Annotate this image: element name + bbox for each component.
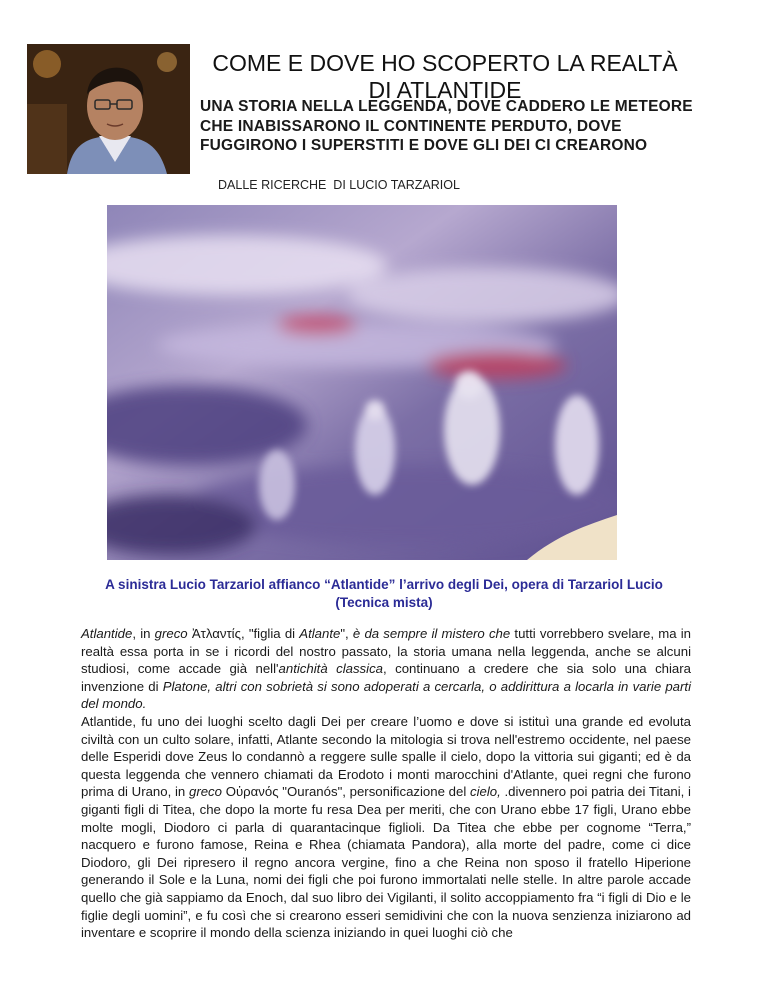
paragraph-2 — [81, 713, 691, 942]
text-span: Ἀτλαντίς, "figlia di — [187, 626, 300, 641]
text-span: , continuano a credere che sia solo una chiara invenzione di — [81, 661, 691, 694]
text-span: Atlantide, fu uno dei luoghi scelto dagli Dei per creare l’uomo e dove si istituì una grande ed evoluta civiltà con un culto solare, infatti, Atlante secondo la mitologia si trova nell'estremo occidente, nel paese delle Esperidi dove Zeus lo condannò a reggere sulle spalle il cielo, dopo la vittoria sui giganti; ed è da questa leggenda che vennero chiamati da Erodoto i monti marocchini d'Atlante, quei regni che furono prima di Urano, in — [81, 713, 691, 800]
text-span: , in — [132, 626, 155, 641]
text-span: .divennero poi patria dei Titani, i giganti figli di Titea, che dopo la morte fu resa Dea per meriti, che con Urano ebbe 17 figli, Urano ebbe molte mogli, Diodoro ci parla di quarantacinque figlioli. Da Titea che ebbe per cognome “Terra,” nacquero e furono famose, Reina e Rhea (chiamata Pandora), alla morte del padre, come ci dice Diodoro, gli Dei ripresero il regno ancora vergine, fino a che Reina non sposo il fratello Hiperione generando il Sole e la Luna, nomi dei figli che poi furono immortalati nelle stelle. In altre parole accade quello che già sappiamo da Enoch, dal suo libro dei Vigilanti, il solito accoppiamento fra “i figli di Dio e le figlie degli uomini”, e fu così che si crearono esseri semidivini che con la nuova senzienza iniziarono ad inventare e scoprire il mondo della scienza iniziando in quei luoghi ciò che — [81, 784, 691, 941]
article-body — [81, 625, 691, 942]
text-span: Platone, altri con sobrietà si sono adoperati a cercarla, o addirittura a locarla in varie parti del mondo. — [81, 678, 691, 712]
author-photo — [27, 44, 190, 174]
text-span: greco — [188, 784, 222, 800]
author-byline: DALLE RICERCHE DI LUCIO TARZARIOL — [218, 178, 460, 192]
text-span: Atlantide — [81, 626, 133, 641]
text-span: greco — [154, 626, 188, 641]
text-span: è da sempre il mistero che — [352, 626, 511, 641]
paragraph-1 — [81, 625, 691, 713]
page-title: COME E DOVE HO SCOPERTO LA REALTÀ DI ATLANTIDE — [212, 50, 678, 103]
text-span: antichità classica — [278, 661, 384, 677]
text-span: Atlante — [299, 626, 341, 641]
text-span: tutti vorrebbero svelare, ma in realtà essa porta in se i ricordi del nostro passato, la storia umana nella leggenda, anche se alcuni studiosi, come accade già nell' — [81, 626, 692, 677]
figure-caption: A sinistra Lucio Tarzariol affianco “Atlantide” l’arrivo degli Dei, opera di Tarzariol Lucio (Tecnica mista) — [105, 577, 663, 610]
atlantide-painting — [107, 205, 617, 560]
page-subtitle: UNA STORIA NELLA LEGGENDA, DOVE CADDERO LE METEORE CHE INABISSARONO IL CONTINENTE PERDUTO, DOVE FUGGIRONO I SUPERSTITI E DOVE GLI DEI CI CREARONO — [200, 98, 693, 154]
text-span: cielo, — [469, 784, 501, 800]
text-span: ", — [340, 626, 353, 641]
text-span: Οὐρανός "Ouranós", personificazione del — [221, 784, 470, 800]
